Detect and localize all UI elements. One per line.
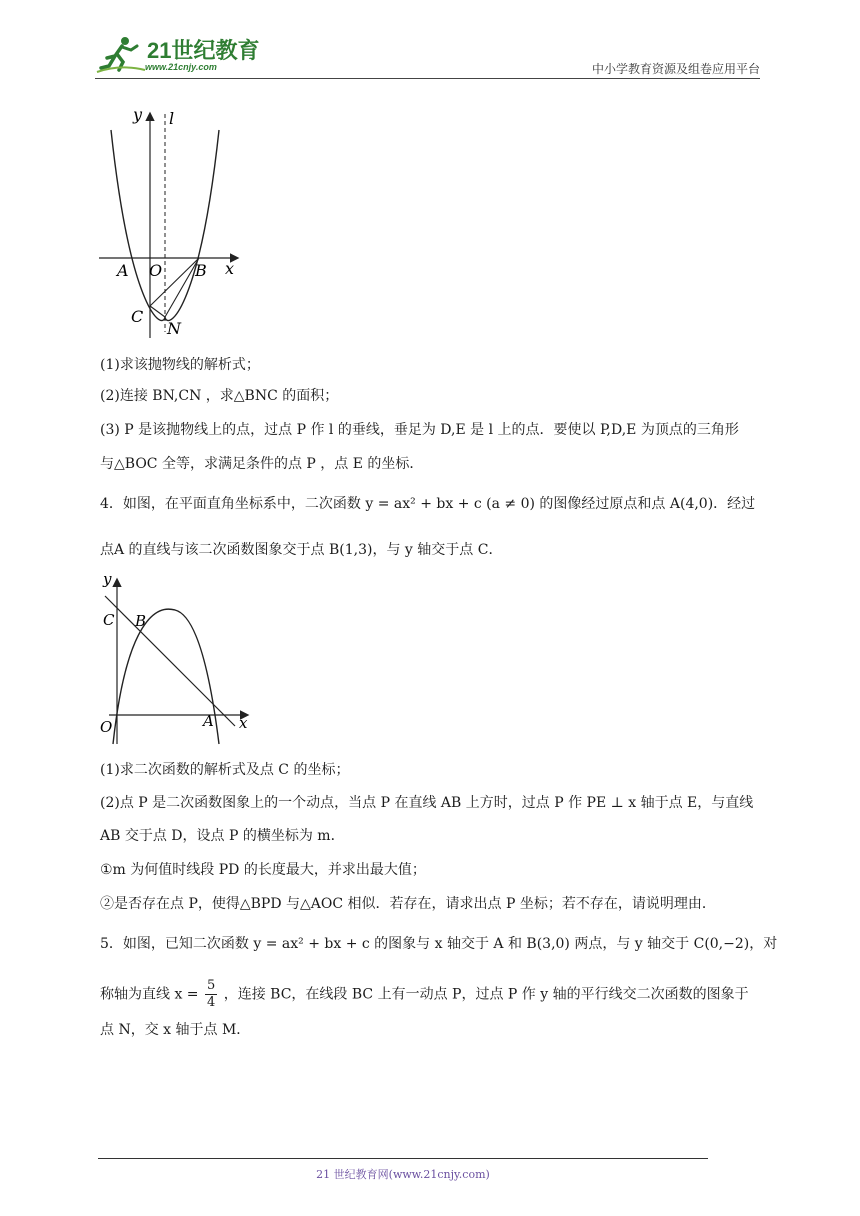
label2-a: A (203, 712, 214, 730)
p3-q3-line1: (3) P 是该抛物线上的点，过点 P 作 l 的垂线，垂足为 D,E 是 l 上的点．要使以 P,D,E 为顶点的三角形 (100, 422, 739, 438)
p5-line3: 点 N，交 x 轴于点 M． (100, 1022, 251, 1038)
p5-line1: 5．如图，已知二次函数 y = ax² + bx + c 的图象与 x 轴交于 A 和 B(3,0) 两点，与 y 轴交于 C(0,−2)，对 (100, 936, 778, 952)
label-a: A (117, 261, 129, 280)
label2-y: y (103, 570, 112, 588)
line-ab (105, 596, 235, 726)
fraction (205, 978, 217, 1011)
runner-logo-icon (95, 34, 147, 74)
label-n: N (167, 319, 181, 338)
logo-text: 21世纪教育 (147, 38, 260, 63)
label-c: C (131, 307, 144, 326)
p4-q2b: ②是否存在点 P，使得△BPD 与△AOC 相似．若存在，请求出点 P 坐标；若不存在，请说明理由． (100, 896, 716, 912)
p3-q1: (1)求该抛物线的解析式； (100, 357, 260, 373)
segment-bn (165, 258, 199, 317)
p5-line2 (100, 978, 770, 1011)
page-header (95, 30, 760, 80)
label-o: O (149, 261, 163, 280)
label2-o: O (100, 718, 113, 736)
p4-q1: (1)求二次函数的解析式及点 C 的坐标； (100, 762, 350, 778)
site-logo (95, 34, 265, 74)
logo-url: www.21cnjy.com (145, 62, 217, 72)
figure-parabola-1 (95, 100, 255, 345)
footer-divider (98, 1158, 708, 1159)
p4-q2-line1: (2)点 P 是二次函数图象上的一个动点，当点 P 在直线 AB 上方时，过点 P 作 PE ⊥ x 轴于点 E，与直线 (100, 795, 754, 811)
label-x: x (225, 259, 235, 278)
p4-q2a: ①m 为何值时线段 PD 的长度最大，并求出最大值； (100, 862, 426, 878)
p3-q2: (2)连接 BN,CN ，求△BNC 的面积； (100, 388, 339, 404)
label2-b: B (135, 612, 147, 630)
fraction-denominator: 4 (206, 995, 216, 1010)
figure-parabola-2 (95, 568, 255, 748)
label-y: y (133, 105, 143, 124)
p4-intro-line2: 点A 的直线与该二次函数图象交于点 B(1,3)，与 y 轴交于点 C． (100, 542, 503, 558)
p5-line2-prefix: 称轴为直线 x = (100, 986, 199, 1003)
label2-x: x (239, 714, 248, 732)
p3-q3-line2: 与△BOC 全等，求满足条件的点 P ，点 E 的坐标． (100, 456, 424, 472)
p4-q2-line2: AB 交于点 D，设点 P 的横坐标为 m． (100, 828, 345, 844)
header-divider (95, 78, 760, 79)
label-b: B (195, 261, 207, 280)
page-footer: 21 世纪教育网(www.21cnjy.com) (316, 1168, 490, 1181)
header-platform-name: 中小学教育资源及组卷应用平台 (591, 62, 760, 76)
label-l: l (169, 109, 175, 128)
label2-c: C (103, 611, 115, 629)
p5-line2-suffix: ，连接 BC，在线段 BC 上有一动点 P，过点 P 作 y 轴的平行线交二次函数的图象于 (223, 986, 749, 1003)
p4-intro-line1: 4．如图，在平面直角坐标系中，二次函数 y = ax² + bx + c (a ≠ 0) 的图像经过原点和点 A(4,0)．经过 (100, 496, 756, 512)
fraction-numerator: 5 (206, 978, 216, 993)
